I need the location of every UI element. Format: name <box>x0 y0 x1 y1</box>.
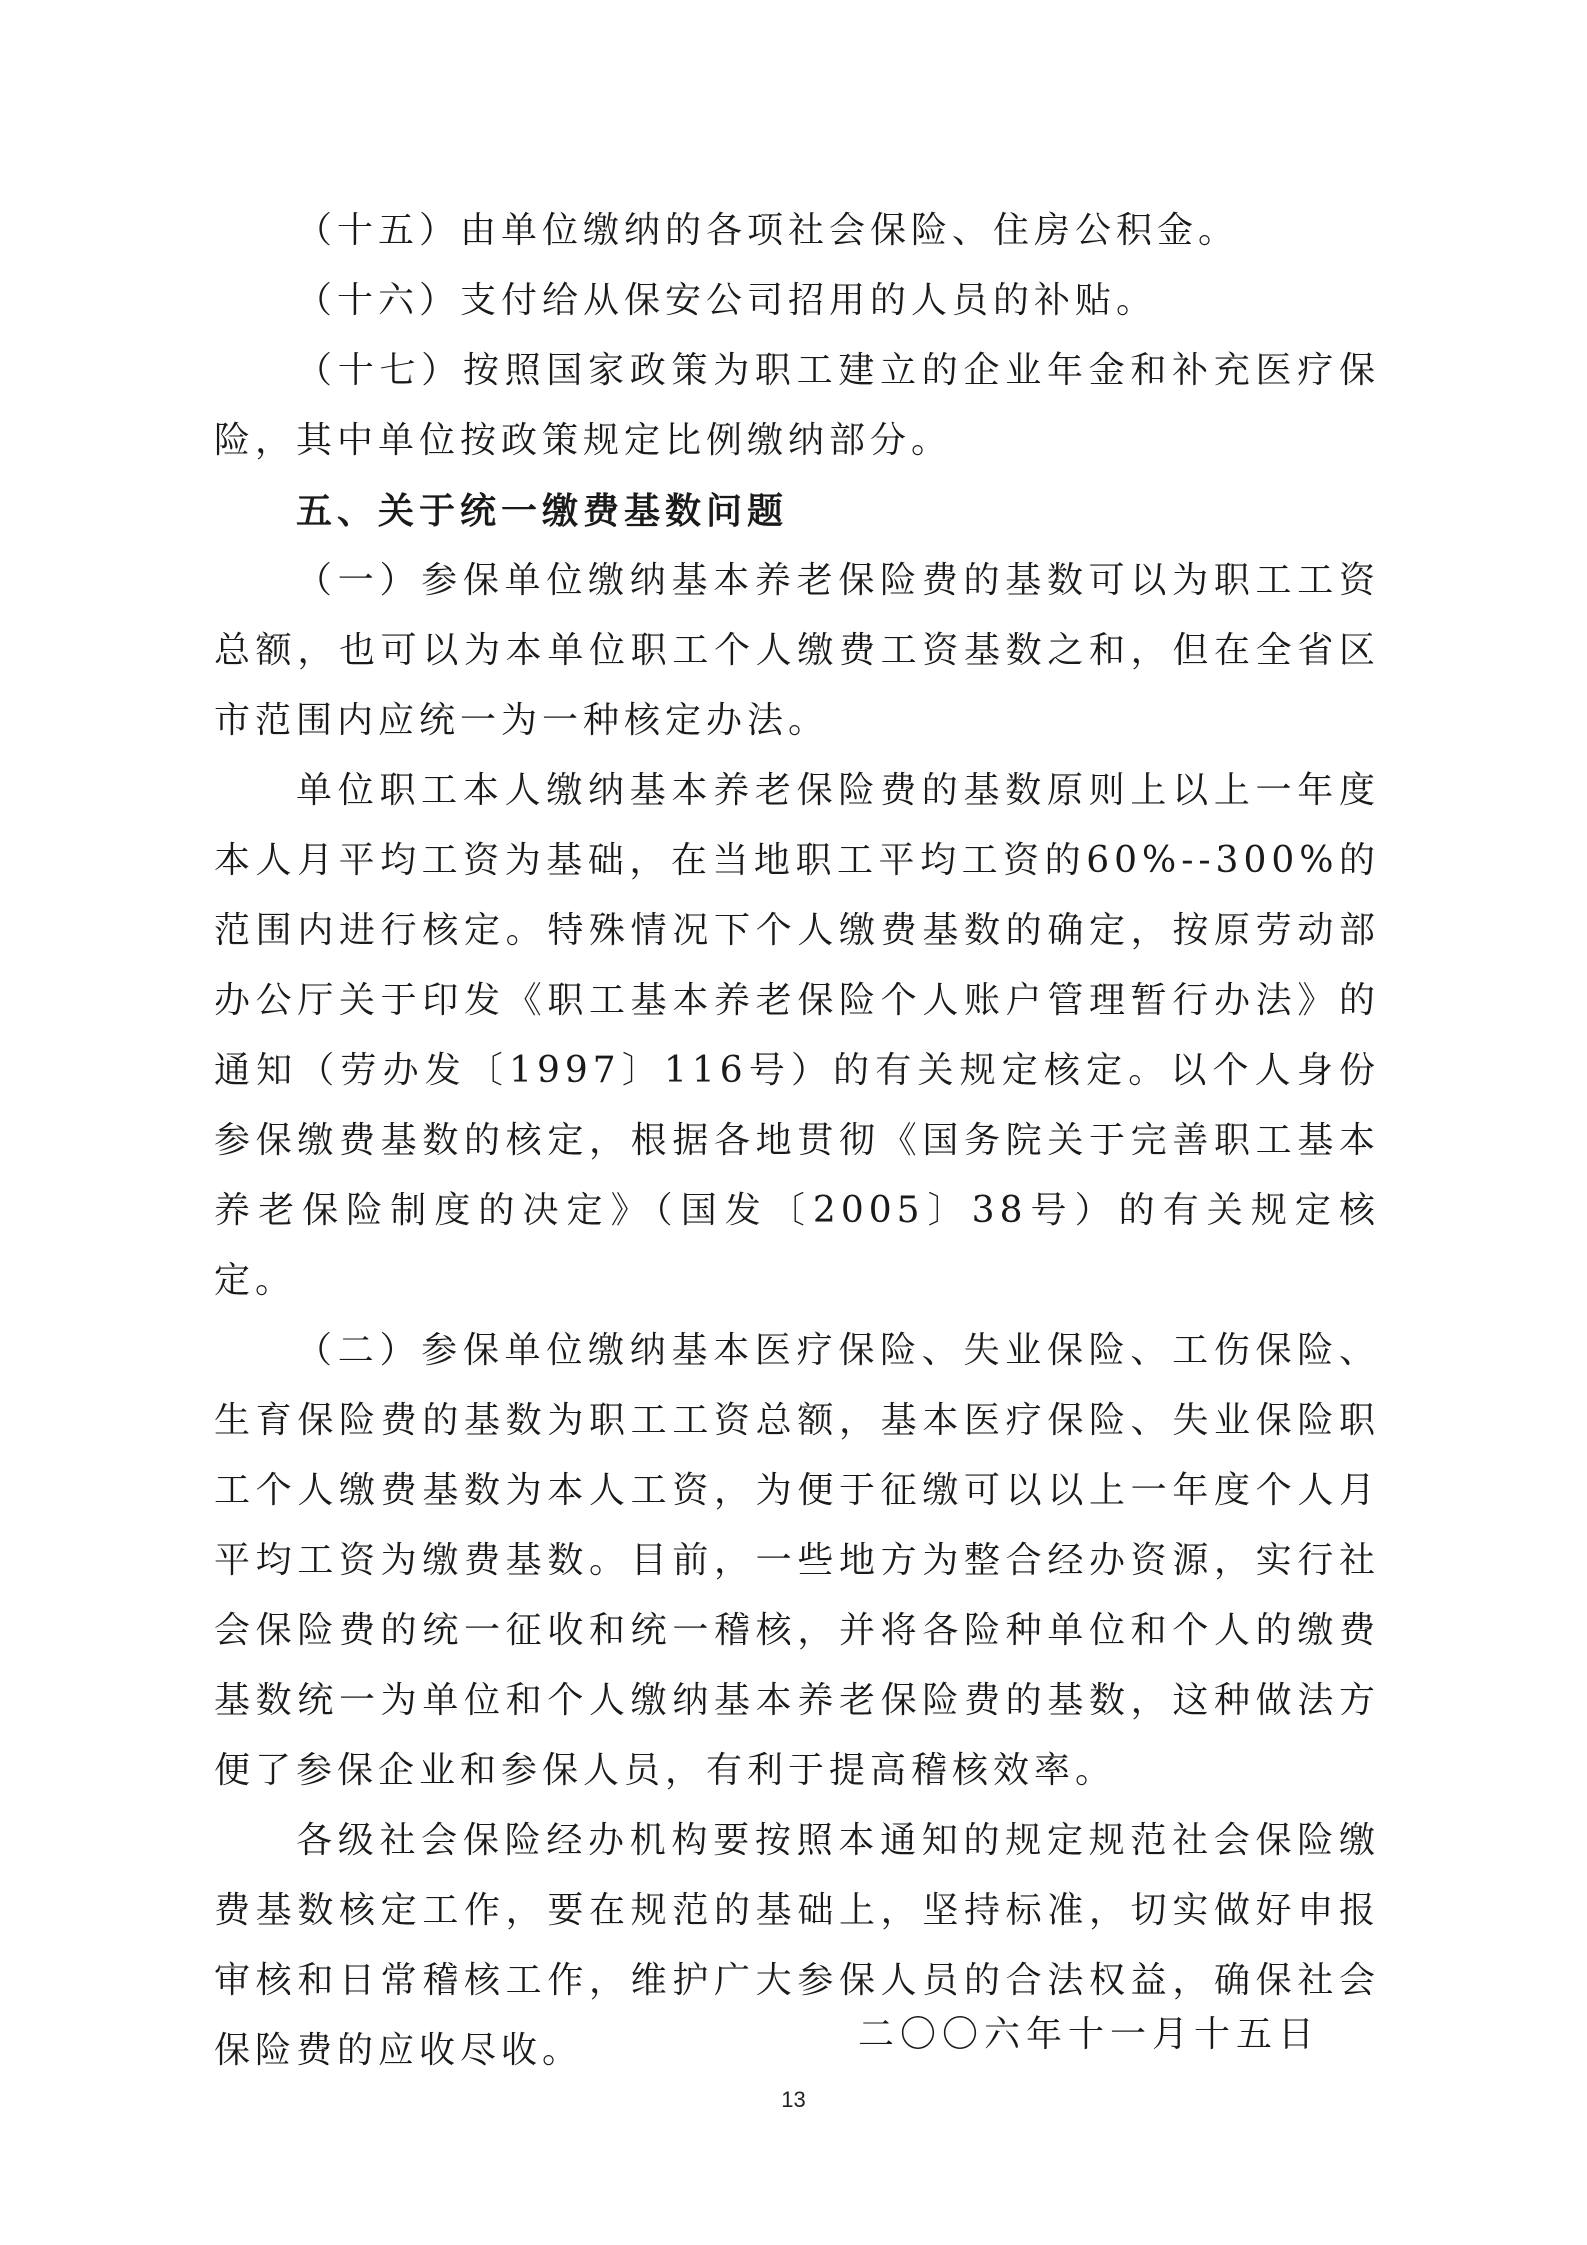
section-heading-5: 五、关于统一缴费基数问题 <box>296 490 789 532</box>
paragraph-section5-item-2: （二）参保单位缴纳基本医疗保险、失业保险、工伤保险、生育保险费的基数为职工工资总额，基本医疗保险、失业保险职工个人缴费基数为本人工资，为便于征缴可以以上一年度个人月平均工资为缴费基数。目前，一些地方为整合经办资源，实行社会保险费的统一征收和统一稽核，并将各险种单位和个人的缴费基数统一为单位和个人缴纳基本养老保险费的基数，这种做法方便了参保企业和参保人员，有利于提高稽核效率。 <box>214 1330 1380 1791</box>
paragraph-item-15: （十五）由单位缴纳的各项社会保险、住房公积金。 <box>296 210 1240 251</box>
paragraph-section5-item-1: （一）参保单位缴纳基本养老保险费的基数可以为职工工资总额，也可以为本单位职工个人缴费工资基数之和，但在全省区市范围内应统一为一种核定办法。 <box>214 560 1380 741</box>
page-number: 13 <box>781 2087 806 2112</box>
paragraph-item-16: （十六）支付给从保安公司招用的人员的补贴。 <box>296 280 1158 321</box>
paragraph-pension-base: 单位职工本人缴纳基本养老保险费的基数原则上以上一年度本人月平均工资为基础，在当地职工平均工资的60%--300%的范围内进行核定。特殊情况下个人缴费基数的确定，按原劳动部办公厅关于印发《职工基本养老保险个人账户管理暂行办法》的通知（劳办发〔1997〕116号）的有关规定核定。以个人身份参保缴费基数的核定，根据各地贯彻《国务院关于完善职工基本养老保险制度的决定》（国发〔2005〕38号）的有关规定核定。 <box>214 770 1380 1301</box>
paragraph-item-17: （十七）按照国家政策为职工建立的企业年金和补充医疗保险，其中单位按政策规定比例缴纳部分。 <box>214 350 1380 461</box>
signature-date: 二〇〇六年十一月十五日 <box>858 2014 1321 2055</box>
paragraph-closing: 各级社会保险经办机构要按照本通知的规定规范社会保险缴费基数核定工作，要在规范的基础上，坚持标准，切实做好申报审核和日常稽核工作，维护广大参保人员的合法权益，确保社会保险费的应收尽收。 <box>214 1820 1380 2071</box>
document-body <box>214 196 1380 2086</box>
